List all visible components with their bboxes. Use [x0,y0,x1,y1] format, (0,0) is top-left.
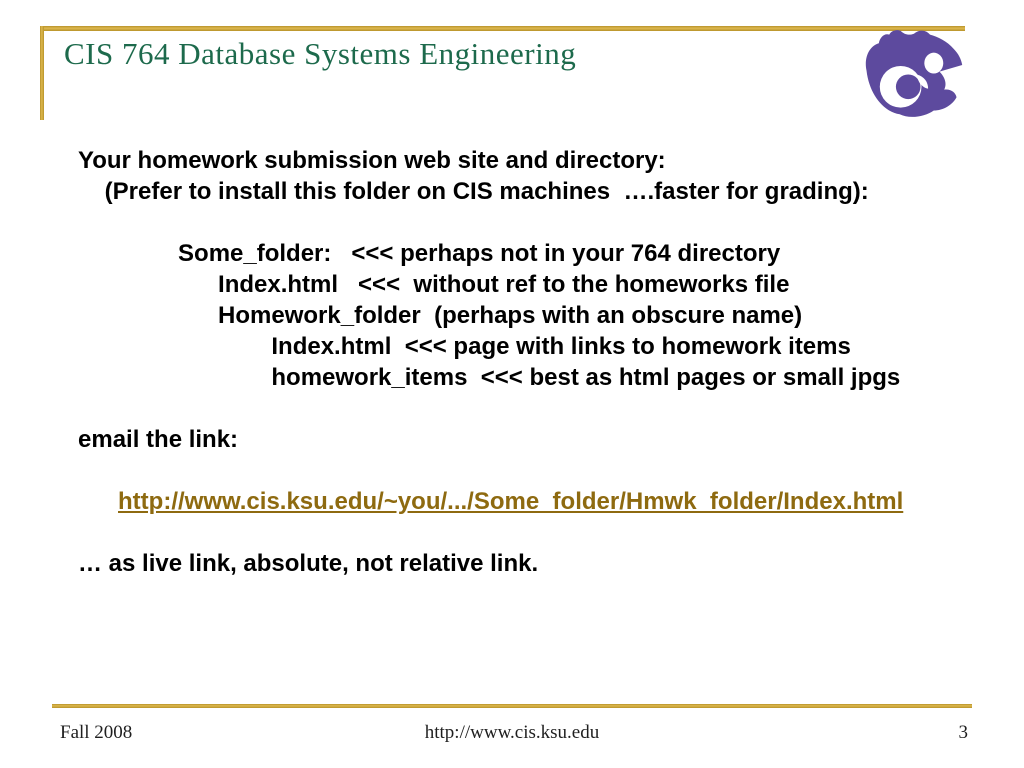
footer-date: Fall 2008 [60,722,133,743]
link-note: … as live link, absolute, not relative link. [78,550,539,577]
body-line-homework-folder: Homework_folder (perhaps with an obscure name) [78,302,803,329]
email-label: email the link: [78,426,239,453]
footer [0,722,1024,752]
homework-submission-link[interactable]: http://www.cis.ksu.edu/~you/.../Some_folder/Hmwk_folder/Index.html [118,488,904,515]
slide-body [78,145,978,579]
blank-line [78,393,978,424]
page-title: CIS 764 Database Systems Engineering [64,36,577,71]
body-line-some-folder: Some_folder: <<< perhaps not in your 764 directory [78,240,781,267]
body-line-intro-2: (Prefer to install this folder on CIS machines ….faster for grading): [78,178,869,205]
powercat-icon [858,29,966,119]
footer-page-number: 3 [958,722,968,743]
body-line-index-html-1: Index.html <<< without ref to the homeworks file [78,271,790,298]
body-line-homework-items: homework_items <<< best as html pages or small jpgs [78,364,901,391]
blank-line [78,207,978,238]
header-left-bracket-line [40,26,44,120]
homework-url-line [78,455,978,548]
footer-url: http://www.cis.ksu.edu [424,722,600,743]
footer-divider-line [52,704,972,708]
ksu-powercat-logo [858,29,966,119]
header-divider-line [40,26,965,31]
body-line-intro-1: Your homework submission web site and directory: [78,147,666,174]
body-line-index-html-2: Index.html <<< page with links to homework items [78,333,851,360]
